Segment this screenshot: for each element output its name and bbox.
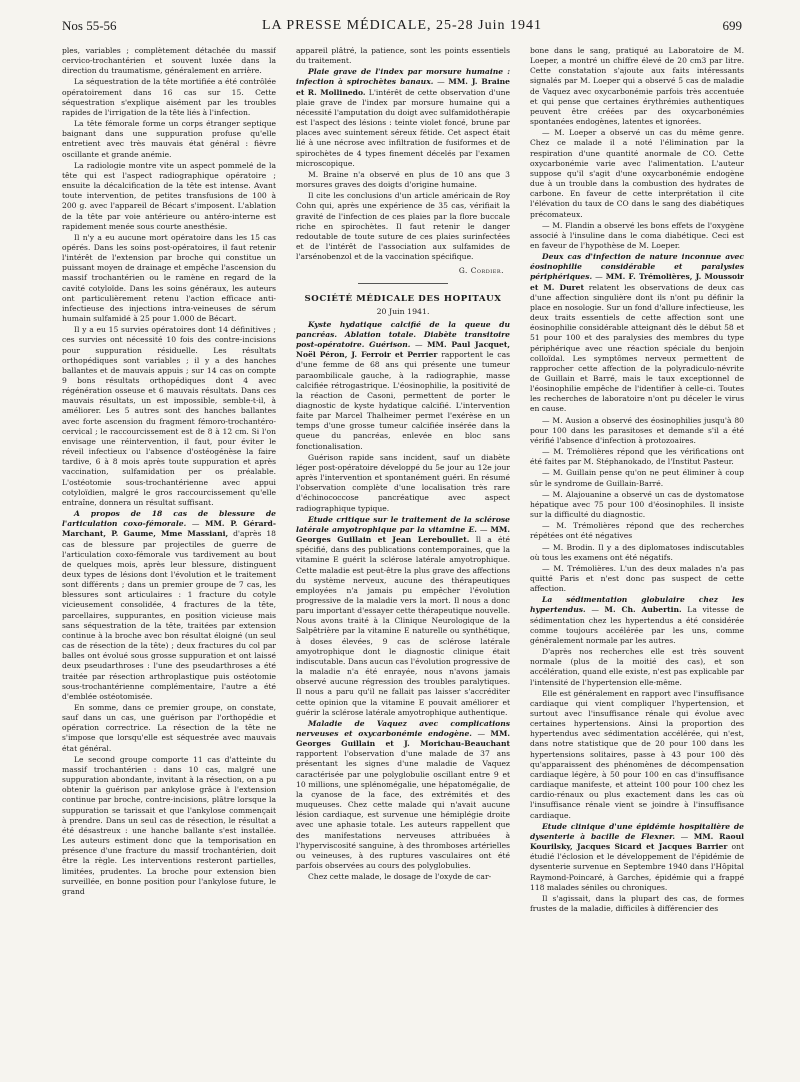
journal-title: LA PRESSE MÉDICALE, 25-28 Juin 1941 — [261, 18, 542, 33]
paragraph: La tête fémorale forme un corps étranger septique baignant dans une suppuration profuse qu'elle entretient avec très mauvais état général : fièvre oscillante et grande anémie. — [62, 119, 276, 159]
article-title: Etude critique sur le traitement de la sclérose latérale amyotrophique par la vitamine E. — [296, 514, 510, 534]
article-title: Maladie de Vaquez avec complications nerveuses et oxycarbonémie endogène. — [296, 718, 510, 738]
paragraph: — M. Trémolières répond que les vérifications ont été faites par M. Stéphanokado, de l'Institut Pasteur. — [530, 447, 744, 467]
paragraph: — M. Ausion a observé des éosinophilies jusqu'à 80 pour 100 dans les parasitoses et demande s'il a été vérifié l'absence d'infection à protozoaires. — [530, 415, 744, 445]
paragraph: appareil plâtré, la patience, sont les points essentiels du traitement. — [296, 46, 510, 66]
column-right — [530, 46, 744, 1061]
article-authors: MM. F. Trémolières, J. Moussoir et M. Duret — [530, 272, 744, 292]
article-block: Deux cas d'infection de nature inconnue avec éosinophilie considérable et paralysies périphériques. — MM. F. Trémolières, J. Moussoir et M. Duret relatent les observations de deux cas d'une affection singulière dont ils n'ont pu définir la place en nosologie. Sur un fond d'allure infectieuse, les deux traits essentiels de cette affection sont une éosinophilie considérable atteignant dès le début 58 et 51 pour 100 et des paralysies des membres du type périphérique avec une réaction spéciale du benjoin colloïdal. Les symptômes nerveux permettent de rapprocher cette affection de la polyradiculo-névrite de Guillain et Barré, mais le taux exceptionnel de l'éosinophilie empêche de l'identifier à celle-ci. Toutes les recherches de laboratoire n'ont pu déceler le virus en cause. — [530, 252, 744, 414]
paragraph: bone dans le sang, pratiqué au Laboratoire de M. Loeper, a montré un chiffre élevé de 20 cm3 par litre. Cette constatation s'ajoute aux faits intéressants signalés par M. Loeper qui a observé 5 cas de maladie de Vaquez avec oxycarbonémie parfois très accentuée et qui pense que certaines érythrémies authentiques peuvent être créées par des oxycarbonémies spontanées endogènes, latentes et ignorées. — [530, 46, 744, 127]
issue-number: Nos 55-56 — [62, 18, 117, 33]
paragraph: Il y a eu 15 survies opératoires dont 14 définitives ; ces survies ont nécessité 10 fois des contre-incisions pour suppuration résiduelle. Les résultats orthopédiques sont variables ; il y a des hanches ballantes et de mauvais appuis ; sur 14 cas on compte 9 bons résultats orthopédiques dont 4 avec régénération osseuse et 6 mauvais résultats. Dans ces mauvais résultats, un est impossible, semble-t-il, à améliorer. Les 5 autres sont des hanches ballantes avec forte ascension du fragment fémoro-trochantéro-cervical ; le raccourcissement est de 8 à 12 cm. Si l'on envisage une réintervention, il faut, pour éviter le réveil infectieux ou l'absence d'ostéogénèse la faire tardive, 6 à 8 mois après toute suppuration et après vaccination, sulfamidation per os préalable. L'ostéotomie sous-trochantérienne avec appui cotyloïdien, malgré le gros raccourcissement qu'elle entraîne, donnera un résultat suffisant. — [62, 325, 276, 507]
section-title: SOCIÉTÉ MÉDICALE DES HOPITAUX — [304, 294, 502, 305]
paragraph: ples, variables ; complètement détachée du massif cervico-trochantérien et souvent luxée dans la direction du traumatisme, généralement en arrière. — [62, 46, 276, 76]
signature: G. Cordier. — [458, 266, 504, 276]
paragraph: — M. Flandin a observé les bons effets de l'oxygène associé à l'insuline dans le coma diabétique. Ceci est en faveur de l'hypothèse de M. Loeper. — [530, 220, 744, 250]
paragraph: D'après nos recherches elle est très souvent normale (plus de la moitié des cas), et son accélération, quand elle existe, n'est pas explicable par l'intensité de l'hypertension elle-même. — [530, 647, 744, 687]
paragraph: Le second groupe comporte 11 cas d'atteinte du massif trochantérien : dans 10 cas, malgré une suppuration abondante, invitant à la résection, on a pu obtenir la guérison par ankylose grâce à l'extension continue par broche, contre-incisions, plâtre lorsque la suppuration se tarissait et que l'ankylose commençait à prendre. Dans un seul cas de résection, le résultat a été désastreux : une hanche ballante s'est installée. Les auteurs estiment donc que la temporisation en présence d'une fracture du massif trochantérien, doit être la règle. Les interventions resteront partielles, limitées, prudentes. La broche pour extension bien surveillée, en bonne position pour l'ankylose future, le grand — [62, 754, 276, 896]
paragraph: — M. Alajouanine a observé un cas de dystomatose hépatique avec 75 pour 100 d'éosinophiles. Il insiste sur la difficulté du diagnostic. — [530, 489, 744, 520]
section-date: 20 Juin 1941. — [376, 306, 430, 316]
article-title: La sédimentation globulaire chez les hypertendus. — [530, 595, 744, 615]
article-text: rapportent le cas d'une femme de 68 ans qui présente une tumeur paraombilicale gauche, à la radiographie, masse calcifiée rétrogastrique. L'éosinophilie, la positivité de la réaction de Casoni, permettent de porter le diagnostic de kyste hydatique calcifié. L'intervention faite par Marcel Thalheimer permet l'exérèse en un temps d'une grosse tumeur calcifiée insérée dans la queue du pancréas, enlevée en bloc sans fonctionalisation. — [296, 350, 510, 451]
article-title: Etude clinique d'une épidémie hospitalière de dysenterie à bacille de Flexner. — [530, 821, 744, 841]
article-title: Deux cas d'infection de nature inconnue avec éosinophilie considérable et paralysies périphériques. — [530, 252, 744, 282]
paragraph: M. Braine n'a observé en plus de 10 ans que 3 morsures graves des doigts d'origine humaine. — [296, 169, 510, 190]
article-text: L'intérêt de cette observation d'une plaie grave de l'index par morsure humaine qui a nécessité l'amputation du doigt avec sulfamidothérapie est l'aspect des lésions : teinte violet foncé, brune par places avec suintement séreux fétide. Cet aspect était lié à une nécrose avec infiltration de fusiformes et de spirochètes de 4 types finement décelés par l'examen microscopique. — [296, 87, 510, 168]
paragraph: — M. Brodin. Il y a des diplomatoses indiscutables où tous les examens ont été négatifs. — [530, 542, 744, 562]
paragraph: Guérison rapide sans incident, sauf un diabète léger post-opératoire développé du 5e jour au 12e jour après l'intervention et spontanément guéri. En résumé l'observation complète d'une localisation très rare d'échinococcose pancréatique avec aspect radiographique typique. — [296, 452, 510, 513]
article-authors: M. Ch. Aubertin. — [604, 605, 682, 615]
article-block: Kyste hydatique calcifié de la queue du pancréas. Ablation totale. Diabète transitoire post-opératoire. Guérison. — MM. Paul Jacquet, Noël Péron, J. Ferroir et Perrier rapportent le cas d'une femme de 68 ans qui présente une tumeur paraombilicale gauche, à la radiographie, masse calcifiée rétrogastrique. L'éosinophilie, la positivité de la réaction de Casoni, permettent de porter le diagnostic de kyste hydatique calcifié. L'intervention faite par Marcel Thalheimer permet l'exérèse en un temps d'une grosse tumeur calcifiée insérée dans la queue du pancréas, enlevée en bloc sans fonctionalisation. — [296, 319, 510, 451]
paragraph: Il cite les conclusions d'un article américain de Roy Cohn qui, après une expérience de 35 cas, vérifiait la gravité de l'infection de ces plaies par la flore buccale riche en spirochètes. Il faut retenir le danger redoutable de toute suture de ces plaies surinfectées et de l'intérêt de l'association aux sulfamides de l'arsénobenzol et de la vaccination spécifique. — [296, 191, 510, 262]
article-authors: MM. Raoul Kourilsky, Jacques Sicard et Jacques Barrier — [530, 831, 744, 852]
article-block: Plaie grave de l'index par morsure humaine : infection à spirochètes banaux. — MM. J. Braine et R. Mollinedo. L'intérêt de cette observation d'une plaie grave de l'index par morsure humaine qui a nécessité l'amputation du doigt avec sulfamidothérapie est l'aspect des lésions : teinte violet foncé, brune par places avec suintement séreux fétide. Cet aspect était lié à une nécrose avec infiltration de fusiformes et de spirochètes de 4 types finement décelés par l'examen microscopique. — [296, 67, 510, 168]
article-text: relatent les observations de deux cas d'une affection singulière dont ils n'ont pu définir la place en nosologie. Sur un fond d'allure infectieuse, les deux traits essentiels de cette affection sont une éosinophilie considérable atteignant dès le début 58 et 51 pour 100 et des paralysies des membres du type périphérique avec une réaction spéciale du benjoin colloïdal. Les symptômes nerveux permettent de rapprocher cette affection de la polyradiculo-névrite de Guillain et Barré, mais le taux exceptionnel de l'éosinophilie empêche de l'identifier à celle-ci. Toutes les recherches de laboratoire n'ont pu déceler le virus en cause. — [530, 282, 744, 414]
paragraph: Elle est généralement en rapport avec l'insuffisance cardiaque qui vient compliquer l'hypertension, et surtout avec l'insuffisance rénale qui évolue avec certaines hypertensions. Ainsi la proportion des hypertendus avec sédimentation accélérée, qui n'est, dans notre statistique que de 20 pour 100 dans les hypertensions solitaires, passe à 43 pour 100 dès qu'apparaissent des phénomènes de décompensation cardiaque légère, à 50 pour 100 en cas d'insuffisance cardiaque manifeste, et atteint 100 pour 100 chez les cardio-rénaux ou plus exactement dans les cas où l'insuffisance rénale vient se joindre à l'insuffisance cardiaque. — [530, 688, 744, 820]
column-middle — [296, 46, 510, 1061]
paragraph: — M. Loeper a observé un cas du même genre. Chez ce malade il a noté l'élimination par la respiration d'une quantité anormale de CO. Cette oxycarbonémie varie avec l'alimentation. L'auteur suppose qu'il s'agit d'une oxycarbonémie endogène due à un trouble dans la combustion des hydrates de carbone. En faveur de cette interprétation il cite l'élévation du taux de CO dans le sang des diabétiques précomateux. — [530, 128, 744, 219]
column-left — [62, 46, 276, 1061]
article-authors: MM. J. Braine et R. Mollinedo. — [296, 77, 510, 97]
paragraph: La séquestration de la tête mortifiée a été contrôlée opératoirement dans 16 cas sur 15. Cette séquestration s'explique aisément par les troubles rapides de l'irrigation de la tête liés à l'infection. — [62, 77, 276, 117]
article-authors: MM. P. Gérard-Marchant, P. Gaume, Mme Massiani, — [62, 519, 276, 539]
page-header — [62, 18, 742, 38]
article-text: Il a été spécifié, dans des publications contemporaines, que la vitamine E guérit la sclérose latérale amyotrophique. Cette maladie est peut-être la plus grave des affections du système nerveux, aucune des thérapeutiques employées n'a jamais pu empêcher l'évolution progressive de la maladie vers la mort. Il nous a donc paru important d'essayer cette thérapeutique nouvelle. Nous avons traité à la Clinique Neurologique de la Salpêtrière par la vitamine E naturelle ou synthétique, à doses élevées, 9 cas de sclérose latérale amyotrophique dont le diagnostic clinique était indiscutable. Dans aucun cas l'évolution progressive de la maladie n'a été enrayée, nous n'avons jamais observé aucune régression des troubles paralytiques. Il nous a paru qu'il ne fallait pas laisser s'accréditer cette opinion que la vitamine E pouvait améliorer et guérir la sclérose latérale amyotrophique authentique. — [296, 535, 510, 717]
paragraph: Il n'y a eu aucune mort opératoire dans les 15 cas opérés. Dans les soins post-opératoires, il faut retenir l'intérêt de l'extension par broche qui constitue un puissant moyen de drainage et empêche l'ascension du massif trochantérien ou le ramène en regard de la cavité cotyloïde. Dans les soins généraux, les auteurs ont particulièrement retenu l'action efficace anti-infectieuse des injections intra-veineuses de sérum humain sulfamidé à 25 pour 1.000 de Bécart. — [62, 232, 276, 324]
article-title: A propos de 18 cas de blessure de l'articulation coxo-fémorale. — [62, 509, 276, 529]
article-authors: MM. Paul Jacquet, Noël Péron, J. Ferroir et Perrier — [296, 340, 510, 360]
article-text: ont étudié l'éclosion et le développement de l'épidémie de dysenterie survenue en Septembre 1940 dans l'Hôpital Raymond-Poincaré, à Garches, épidémie qui a frappé 118 malades séniles ou chroniques. — [530, 842, 744, 892]
paragraph: La radiologie montre vite un aspect pommelé de la tête qui est l'aspect radiographique opératoire ; ensuite la décalcification de la tête est intense. Avant toute intervention, de petites transfusions de 100 à 200 g. avec l'appareil de Bécart s'imposent. L'ablation de la tête par voie antérieure ou antéro-interne est rapidement menée sous courte anesthésie. — [62, 160, 276, 231]
paragraph: Chez cette malade, le dosage de l'oxyde de car- — [308, 872, 492, 882]
article-authors: MM. Georges Guillain et Jean Lereboullet. — [296, 524, 510, 545]
article-block: Etude critique sur le traitement de la sclérose latérale amyotrophique par la vitamine E. — MM. Georges Guillain et Jean Lereboullet. Il a été spécifié, dans des publications contemporaines, que la vitamine E guérit la sclérose latérale amyotrophique. Cette maladie est peut-être la plus grave des affections du système nerveux, aucune des thérapeutiques employées n'a jamais pu empêcher l'évolution progressive de la maladie vers la mort. Il nous a donc paru important d'essayer cette thérapeutique nouvelle. Nous avons traité à la Clinique Neurologique de la Salpêtrière par la vitamine E naturelle ou synthétique, à doses élevées, 9 cas de sclérose latérale amyotrophique dont le diagnostic clinique était indiscutable. Dans aucun cas l'évolution progressive de la maladie n'a été enrayée, nous n'avons jamais observé aucune régression des troubles paralytiques. Il nous a paru qu'il ne fallait pas laisser s'accréditer cette opinion que la vitamine E pouvait améliorer et guérir la sclérose latérale amyotrophique authentique. — [296, 514, 510, 717]
article-block: Maladie de Vaquez avec complications nerveuses et oxycarbonémie endogène. — MM. Georges Guillain et J. Morichau-Beauchant rapportent l'observation d'une malade de 37 ans présentant les signes d'une maladie de Vaquez caractérisée par une polyglobulie oscillant entre 9 et 10 millions, une splénomégalie, une hépatomégalie, de la cyanose de la face, des extrémités et des muqueuses. Chez cette malade qui n'avait aucune lésion cardiaque, est survenue une hémiplégie droite avec une aphasie totale. Les auteurs rappellent que des manifestations nerveuses attribuées à l'hyperviscosité sanguine, à des thromboses artérielles ou veineuses, à des ruptures vasculaires ont été parfois observées au cours des polyglobulies. — [296, 718, 510, 871]
paragraph: — M. Trémolières répond que des recherches répétées ont été négatives — [530, 521, 744, 541]
paragraph: En somme, dans ce premier groupe, on constate, sauf dans un cas, une guérison par l'orthopédie et opération correctrice. La résection de la tête ne s'impose que lorsqu'elle est séquestrée avec mauvais état général. — [62, 703, 276, 753]
article-title: Kyste hydatique calcifié de la queue du pancréas. Ablation totale. Diabète transitoire post-opératoire. Guérison. — [296, 319, 510, 350]
page-number: 699 — [722, 18, 742, 33]
paragraph: Il s'agissait, dans la plupart des cas, de formes frustes de la maladie, difficiles à différencier des — [530, 893, 744, 913]
paragraph: — M. Trémolières. L'un des deux malades n'a pas quitté Paris et n'est donc pas suspect de cette affection. — [530, 563, 744, 594]
article-block: A propos de 18 cas de blessure de l'articulation coxo-fémorale. — MM. P. Gérard-Marchant, P. Gaume, Mme Massiani, d'après 18 cas de blessure par projectiles de guerre de l'articulation coxo-fémorale vus tardivement au bout de quelques mois, après leur blessure, distinguent deux types de lésions dont l'évolution et le traitement sont différents ; dans un premier groupe de 7 cas, les blessures sont articulaires : 1 fracture du cotyle vicieusement consolidée, 4 fractures de la tête, parcellaires, suppurantes, en position vicieuse mais sans séquestration de la tête, traitées par extension continue à la broche avec bon résultat éloigné (un seul cas de résection de la tête) ; deux fractures du col par balles ont évolué sous grosse suppuration et ont laissé deux pseudarthroses : l'une des pseudarthroses a été traitée par résection arthroplastique puis ostéotomie sous-trochantérienne complémentaire, l'autre a été d'emblée ostéotomisée. — [62, 509, 276, 701]
article-block: Etude clinique d'une épidémie hospitalière de dysenterie à bacille de Flexner. — MM. Raoul Kourilsky, Jacques Sicard et Jacques Barrier ont étudié l'éclosion et le développement de l'épidémie de dysenterie survenue en Septembre 1940 dans l'Hôpital Raymond-Poincaré, à Garches, épidémie qui a frappé 118 malades séniles ou chroniques. — [530, 821, 744, 892]
article-authors: MM. Georges Guillain et J. Morichau-Beauchant — [296, 729, 510, 749]
text-columns — [62, 46, 744, 1061]
article-block: La sédimentation globulaire chez les hypertendus. — M. Ch. Aubertin. La vitesse de sédimentation chez les hypertendus a été considérée comme toujours accélérée par les uns, comme généralement normale par les autres. — [530, 595, 744, 645]
article-title: Plaie grave de l'index par morsure humaine : infection à spirochètes banaux. — [296, 67, 510, 87]
paragraph: — M. Guillain pense qu'on ne peut éliminer à coup sûr le syndrome de Guillain-Barré. — [530, 468, 744, 488]
article-text: rapportent l'observation d'une malade de 37 ans présentant les signes d'une maladie de Vaquez caractérisée par une polyglobulie oscillant entre 9 et 10 millions, une splénomégalie, une hépatomégalie, de la cyanose de la face, des extrémités et des muqueuses. Chez cette malade qui n'avait aucune lésion cardiaque, est survenue une hémiplégie droite avec une aphasie totale. Les auteurs rappellent que des manifestations nerveuses attribuées à l'hyperviscosité sanguine, à des thromboses artérielles ou veineuses, à des ruptures vasculaires ont été parfois observées au cours des polyglobulies. — [296, 749, 510, 871]
article-text: La vitesse de sédimentation chez les hypertendus a été considérée comme toujours accélérée par les uns, comme généralement normale par les autres. — [530, 605, 744, 645]
article-text: d'après 18 cas de blessure par projectiles de guerre de l'articulation coxo-fémorale vus tardivement au bout de quelques mois, après leur blessure, distinguent deux types de lésions dont l'évolution et le traitement sont différents ; dans un premier groupe de 7 cas, les blessures sont articulaires : 1 fracture du cotyle vicieusement consolidée, 4 fractures de la tête, parcellaires, suppurantes, en position vicieuse mais sans séquestration de la tête, traitées par extension continue à la broche avec bon résultat éloigné (un seul cas de résection de la tête) ; deux fractures du col par balles ont évolué sous grosse suppuration et ont laissé deux pseudarthroses : l'une des pseudarthroses a été traitée par résection arthroplastique puis ostéotomie sous-trochantérienne complémentaire, l'autre a été d'emblée ostéotomisée. — [62, 529, 276, 701]
divider — [358, 283, 448, 284]
